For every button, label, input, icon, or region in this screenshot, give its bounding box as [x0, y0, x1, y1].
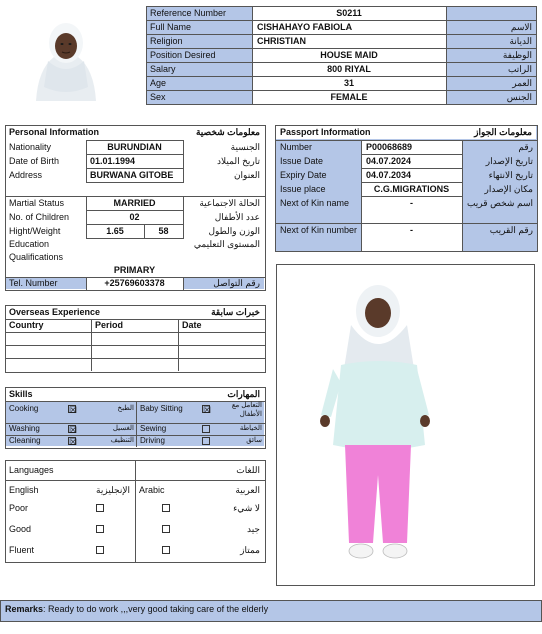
- full-name-label: Full Name: [150, 22, 192, 32]
- height-value: 1.65: [106, 226, 124, 236]
- skill-washing-ar: الغسيل: [112, 425, 134, 432]
- full-body-photo: [276, 264, 535, 586]
- tel-value: +25769603378: [104, 278, 165, 288]
- issue-place-label: Issue place: [280, 184, 326, 194]
- height-weight-ar: الوزن والطول: [208, 226, 260, 236]
- portrait-image: [26, 17, 106, 101]
- tel-label: Tel. Number: [9, 278, 58, 288]
- height-weight-label: Hight/Weight: [9, 226, 61, 236]
- weight-value: 58: [158, 226, 169, 236]
- salary-value: 800 RIYAL: [327, 64, 371, 74]
- nationality-label: Nationality: [9, 142, 52, 152]
- lang-level-good-ar: جيد: [246, 524, 260, 534]
- overseas-title-ar: خبرات سابقة: [211, 307, 260, 317]
- lang-arabic-poor-checkbox[interactable]: [162, 504, 170, 512]
- skill-washing-checkbox[interactable]: ☒: [69, 425, 78, 435]
- skill-cleaning-ar: التنظيف: [110, 437, 134, 444]
- nationality-ar: الجنسية: [230, 142, 260, 152]
- kin-number-ar: رقم القريب: [489, 225, 533, 235]
- remarks-text: : Ready to do work ,,,very good taking care of the elderly: [43, 604, 269, 614]
- age-value: 31: [343, 78, 354, 88]
- skill-driving-label: Driving: [140, 436, 165, 445]
- sex-label: Sex: [150, 92, 166, 102]
- overseas-col-period: Period: [95, 320, 124, 330]
- lang-level-fluent-ar: ممتاز: [240, 545, 260, 555]
- age-ar: العمر: [512, 78, 532, 88]
- lang-arabic-ar: العربية: [235, 485, 260, 495]
- passport-number-value: P00068689: [366, 142, 413, 152]
- dob-label: Date of Birth: [9, 156, 60, 166]
- lang-arabic-label: Arabic: [139, 485, 165, 495]
- address-ar: العنوان: [233, 170, 260, 180]
- dob-ar: تاريخ الميلاد: [217, 156, 260, 166]
- skill-cooking-checkbox[interactable]: ☒: [69, 405, 78, 415]
- full-name-value: CISHAHAYO FABIOLA: [257, 22, 353, 32]
- kin-name-ar: اسم شخص قريب: [466, 198, 533, 208]
- passport-number-ar: رقم: [518, 142, 533, 152]
- children-label: No. of Children: [9, 212, 70, 222]
- full-body-image: [277, 265, 534, 585]
- skill-babysitting-label: Baby Sitting: [140, 404, 183, 413]
- position-value: HOUSE MAID: [320, 50, 378, 60]
- lang-english-label: English: [9, 485, 39, 495]
- education-label: Education Qualifications: [9, 239, 64, 262]
- personal-info-title: Personal Information: [9, 127, 100, 137]
- lang-arabic-fluent-checkbox[interactable]: [162, 546, 170, 554]
- kin-name-value: -: [410, 198, 413, 208]
- address-value: BURWANA GITOBE: [90, 170, 174, 180]
- address-label: Address: [9, 170, 43, 180]
- marital-value: MARRIED: [113, 198, 156, 208]
- skill-babysitting-ar: التعامل مع الأطفال: [231, 402, 262, 418]
- sex-ar: الجنس: [506, 92, 532, 102]
- salary-label: Salary: [150, 64, 176, 74]
- skill-cooking-label: Cooking: [9, 404, 39, 413]
- issue-date-ar: تاريخ الإصدار: [485, 156, 533, 166]
- skills-title-ar: المهارات: [227, 389, 260, 399]
- lang-level-fluent-label: Fluent: [9, 545, 35, 555]
- ref-number-value: S0211: [336, 8, 362, 18]
- lang-english-good-checkbox[interactable]: [96, 525, 104, 533]
- children-ar: عدد الأطفال: [214, 212, 260, 222]
- marital-label: Martial Status: [9, 198, 65, 208]
- lang-level-poor-label: Poor: [9, 503, 29, 513]
- skill-cleaning-checkbox[interactable]: ☒: [69, 437, 78, 447]
- personal-info-title-ar: معلومات شخصية: [195, 127, 260, 137]
- lang-arabic-good-checkbox[interactable]: [162, 525, 170, 533]
- lang-english-fluent-checkbox[interactable]: [96, 546, 104, 554]
- skill-driving-ar: سائق: [246, 437, 262, 444]
- skill-washing-label: Washing: [9, 424, 40, 433]
- religion-value: CHRISTIAN: [257, 36, 306, 46]
- kin-number-value: -: [410, 225, 413, 235]
- expiry-date-ar: تاريخ الانتهاء: [488, 170, 533, 180]
- education-value: PRIMARY: [113, 265, 156, 275]
- issue-date-label: Issue Date: [280, 156, 324, 166]
- skill-driving-checkbox[interactable]: [202, 437, 210, 445]
- expiry-date-label: Expiry Date: [280, 170, 327, 180]
- overseas-col-country: Country: [9, 320, 44, 330]
- issue-place-ar: مكان الإصدار: [484, 184, 533, 194]
- remarks-label: Remarks: [5, 604, 44, 614]
- ref-number-label: Reference Number: [150, 8, 227, 18]
- children-value: 02: [129, 212, 140, 222]
- lang-english-ar: الإنجليزية: [96, 485, 130, 495]
- passport-number-label: Number: [280, 142, 313, 152]
- issue-date-value: 04.07.2024: [366, 156, 412, 166]
- kin-name-label: Next of Kin name: [280, 198, 350, 208]
- skill-sewing-ar: الخياطة: [239, 425, 262, 432]
- religion-ar: الديانة: [509, 36, 532, 46]
- position-label: Position Desired: [150, 50, 216, 60]
- religion-label: Religion: [150, 36, 183, 46]
- lang-level-good-label: Good: [9, 524, 32, 534]
- education-ar: المستوى التعليمي: [193, 239, 260, 249]
- skills-title: Skills: [9, 389, 33, 399]
- lang-level-poor-ar: لا شيء: [233, 503, 260, 513]
- overseas-col-date: Date: [182, 320, 202, 330]
- languages-title-ar: اللغات: [236, 465, 260, 475]
- skill-cooking-ar: الطبخ: [117, 405, 134, 412]
- salary-ar: الراتب: [507, 64, 532, 74]
- nationality-value: BURUNDIAN: [107, 142, 162, 152]
- skill-cleaning-label: Cleaning: [9, 436, 41, 445]
- marital-ar: الحالة الاجتماعية: [199, 198, 260, 208]
- languages-title: Languages: [9, 465, 54, 475]
- lang-english-poor-checkbox[interactable]: [96, 504, 104, 512]
- remarks-line: [5, 603, 535, 616]
- full-name-ar: الاسم: [510, 22, 532, 32]
- passport-info-title-ar: معلومات الجواز: [474, 127, 532, 137]
- kin-number-label: Next of Kin number: [280, 225, 358, 235]
- issue-place-value: C.G.MIGRATIONS: [373, 184, 450, 194]
- skill-sewing-label: Sewing: [140, 424, 167, 433]
- passport-info-title: Passport Information: [280, 127, 371, 137]
- skill-sewing-checkbox[interactable]: [202, 425, 210, 433]
- position-ar: الوظيفة: [502, 50, 532, 60]
- profile-photo: [26, 17, 106, 101]
- expiry-date-value: 04.07.2034: [366, 170, 412, 180]
- overseas-title: Overseas Experience: [9, 307, 101, 317]
- skill-babysitting-checkbox[interactable]: ☒: [203, 405, 212, 415]
- age-label: Age: [150, 78, 167, 88]
- sex-value: FEMALE: [330, 92, 368, 102]
- tel-ar: رقم التواصل: [213, 278, 260, 288]
- dob-value: 01.01.1994: [90, 156, 136, 166]
